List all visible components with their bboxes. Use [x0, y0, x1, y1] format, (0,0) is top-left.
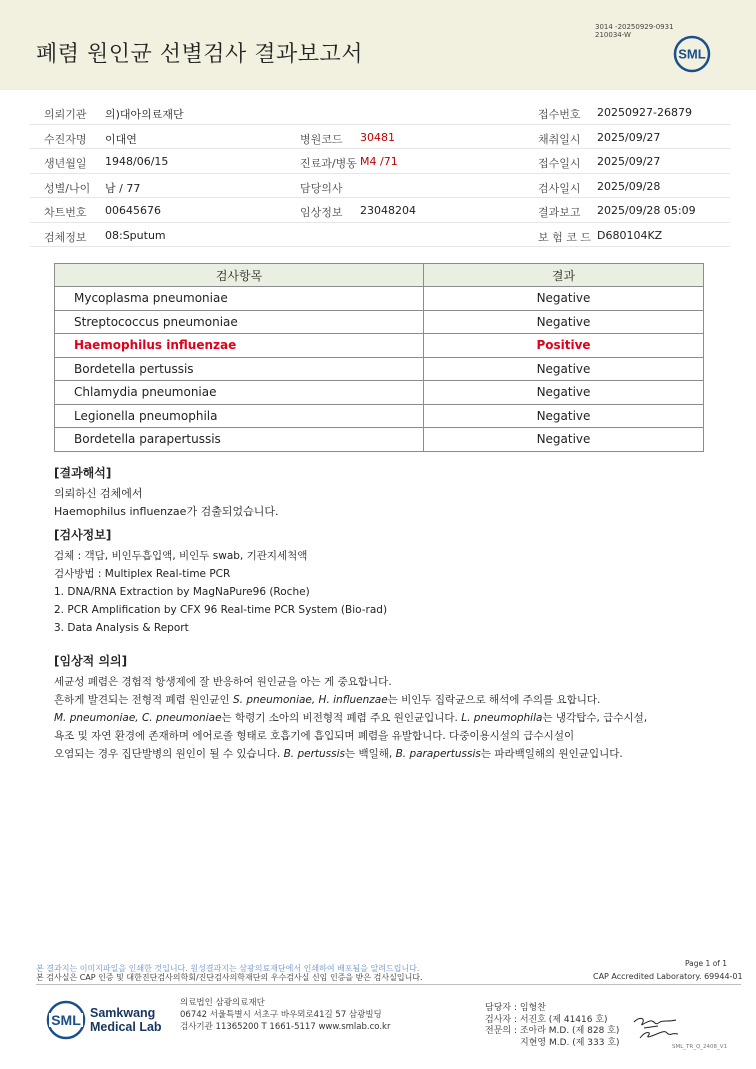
- test-item: Bordetella pertussis: [55, 357, 424, 381]
- column-header-item: 검사항목: [55, 264, 424, 287]
- sml-logo-icon: [44, 998, 88, 1042]
- test-result: Negative: [424, 287, 704, 311]
- column-header-result: 결과: [424, 264, 704, 287]
- report-code: 3014 -20250929-0931 210034-W: [595, 23, 674, 39]
- interpretation-section: [결과해석] 의뢰하신 검체에서 Haemophilus influenzae가 검출되었습니다.: [54, 466, 279, 518]
- form-code: SML_TR_Q_2408_V1: [672, 1044, 728, 1050]
- table-row: [55, 310, 704, 334]
- lab-address: 의료법인 삼광의료재단 06742 서울특별시 서초구 바우뫼로41길 57 삼광빌딩 검사기관 11365200 T 1661-5117 www.smlab.co.kr: [180, 998, 391, 1032]
- svg-text:SML: SML: [51, 1012, 81, 1028]
- print-notice: 본 결과지는 이미지파일을 인쇄한 것입니다. 원성결과지는 삼광의료재단에서 인쇄하여 배포됨을 알려드립니다.: [36, 964, 420, 973]
- signature-icon: [632, 1012, 680, 1042]
- test-item: Haemophilus influenzae: [55, 334, 424, 358]
- info-row: 검체정보 08:Sputum 보 험 코 드 D680104KZ: [30, 223, 730, 248]
- info-row: 성별/나이 남 / 77 담당의사 검사일시 2025/09/28: [30, 174, 730, 199]
- staff-list: 담당자 : 임형찬 검사자 : 서진호 (제 41416 호) 전문의 : 조아라 M.D. (제 828 호) 지현영 M.D. (제 333 호): [485, 1003, 620, 1048]
- test-result: Positive: [424, 334, 704, 358]
- results-table: [54, 263, 704, 452]
- table-row: [55, 428, 704, 452]
- report-header: [0, 0, 756, 90]
- test-result: Negative: [424, 428, 704, 452]
- test-item: Streptococcus pneumoniae: [55, 310, 424, 334]
- table-row: [55, 381, 704, 405]
- test-result: Negative: [424, 357, 704, 381]
- table-row-positive: [55, 334, 704, 358]
- section-title: [결과해석]: [54, 466, 112, 480]
- test-result: Negative: [424, 404, 704, 428]
- test-item: Chlamydia pneumoniae: [55, 381, 424, 405]
- section-title: [검사정보]: [54, 528, 112, 542]
- test-item: Legionella pneumophila: [55, 404, 424, 428]
- footer-divider: [36, 984, 741, 985]
- accreditation-notice: 본 검사실은 CAP 인증 및 대한진단검사의학회/진단검사의학재단의 우수검사실 신임 인증을 받은 검사실입니다.: [36, 973, 423, 982]
- clinical-section: [임상적 의의] 세균성 폐렴은 경험적 항생제에 잘 반응하여 원인균을 아는 게 중요합니다. 흔하게 발견되는 전형적 폐렴 원인균인 S. pneumoniae, H. influenzae는 비인두 집락균으로 해석에 주의를 요합니다. M. pneumoniae, C. pneumoniae는 학령기 소아의 비전형적 폐렴 주요 원인균입니다. L. pneumophila는 냉각탑수, 급수시설, 욕조 및 자연 환경에 존재하며 에어로졸 형태로 호흡기에 흡입되며 폐렴을 유발합니다. 다중이용시설의 급수시설이 오염되는 경우 집단발병의 원인이 될 수 있습니다. B. pertussis는 백일해, B. parapertussis는 파라백일해의 원인균입니다.: [54, 654, 648, 760]
- info-row: 의뢰기관 의)대아의료재단 접수번호 20250927-26879: [30, 100, 730, 125]
- info-row: 수진자명 이대연 병원코드 30481 채취일시 2025/09/27: [30, 125, 730, 150]
- page-number: Page 1 of 1: [685, 959, 728, 968]
- test-result: Negative: [424, 381, 704, 405]
- test-item: Bordetella parapertussis: [55, 428, 424, 452]
- report-title: 폐렴 원인균 선별검사 결과보고서: [36, 42, 364, 67]
- svg-text:SML: SML: [678, 46, 706, 62]
- test-result: Negative: [424, 310, 704, 334]
- table-row: [55, 287, 704, 311]
- patient-info: [30, 100, 730, 247]
- info-row: 차트번호 00645676 임상정보 23048204 결과보고 2025/09/28 05:09: [30, 198, 730, 223]
- info-row: 생년월일 1948/06/15 진료과/병동 M4 /71 접수일시 2025/09/27: [30, 149, 730, 174]
- table-row: [55, 357, 704, 381]
- table-row: [55, 404, 704, 428]
- test-info-section: [검사정보] 검체 : 객담, 비인두흡입액, 비인두 swab, 기관지세척액 검사방법 : Multiplex Real-time PCR 1. DNA/RNA Extraction by MagNaPure96 (Roche) 2. PCR Amplification by CFX 96 Real-time PCR System (Bio-rad) 3. Data Analysis & Report: [54, 528, 388, 634]
- sml-logo-icon: [672, 34, 712, 74]
- section-title: [임상적 의의]: [54, 654, 128, 668]
- samkwang-logo: SML Samkwang Medical Lab: [44, 998, 88, 1046]
- table-header-row: [55, 264, 704, 287]
- test-item: Mycoplasma pneumoniae: [55, 287, 424, 311]
- cap-lab-number: CAP Accredited Laboratory. 69944-01: [593, 972, 743, 981]
